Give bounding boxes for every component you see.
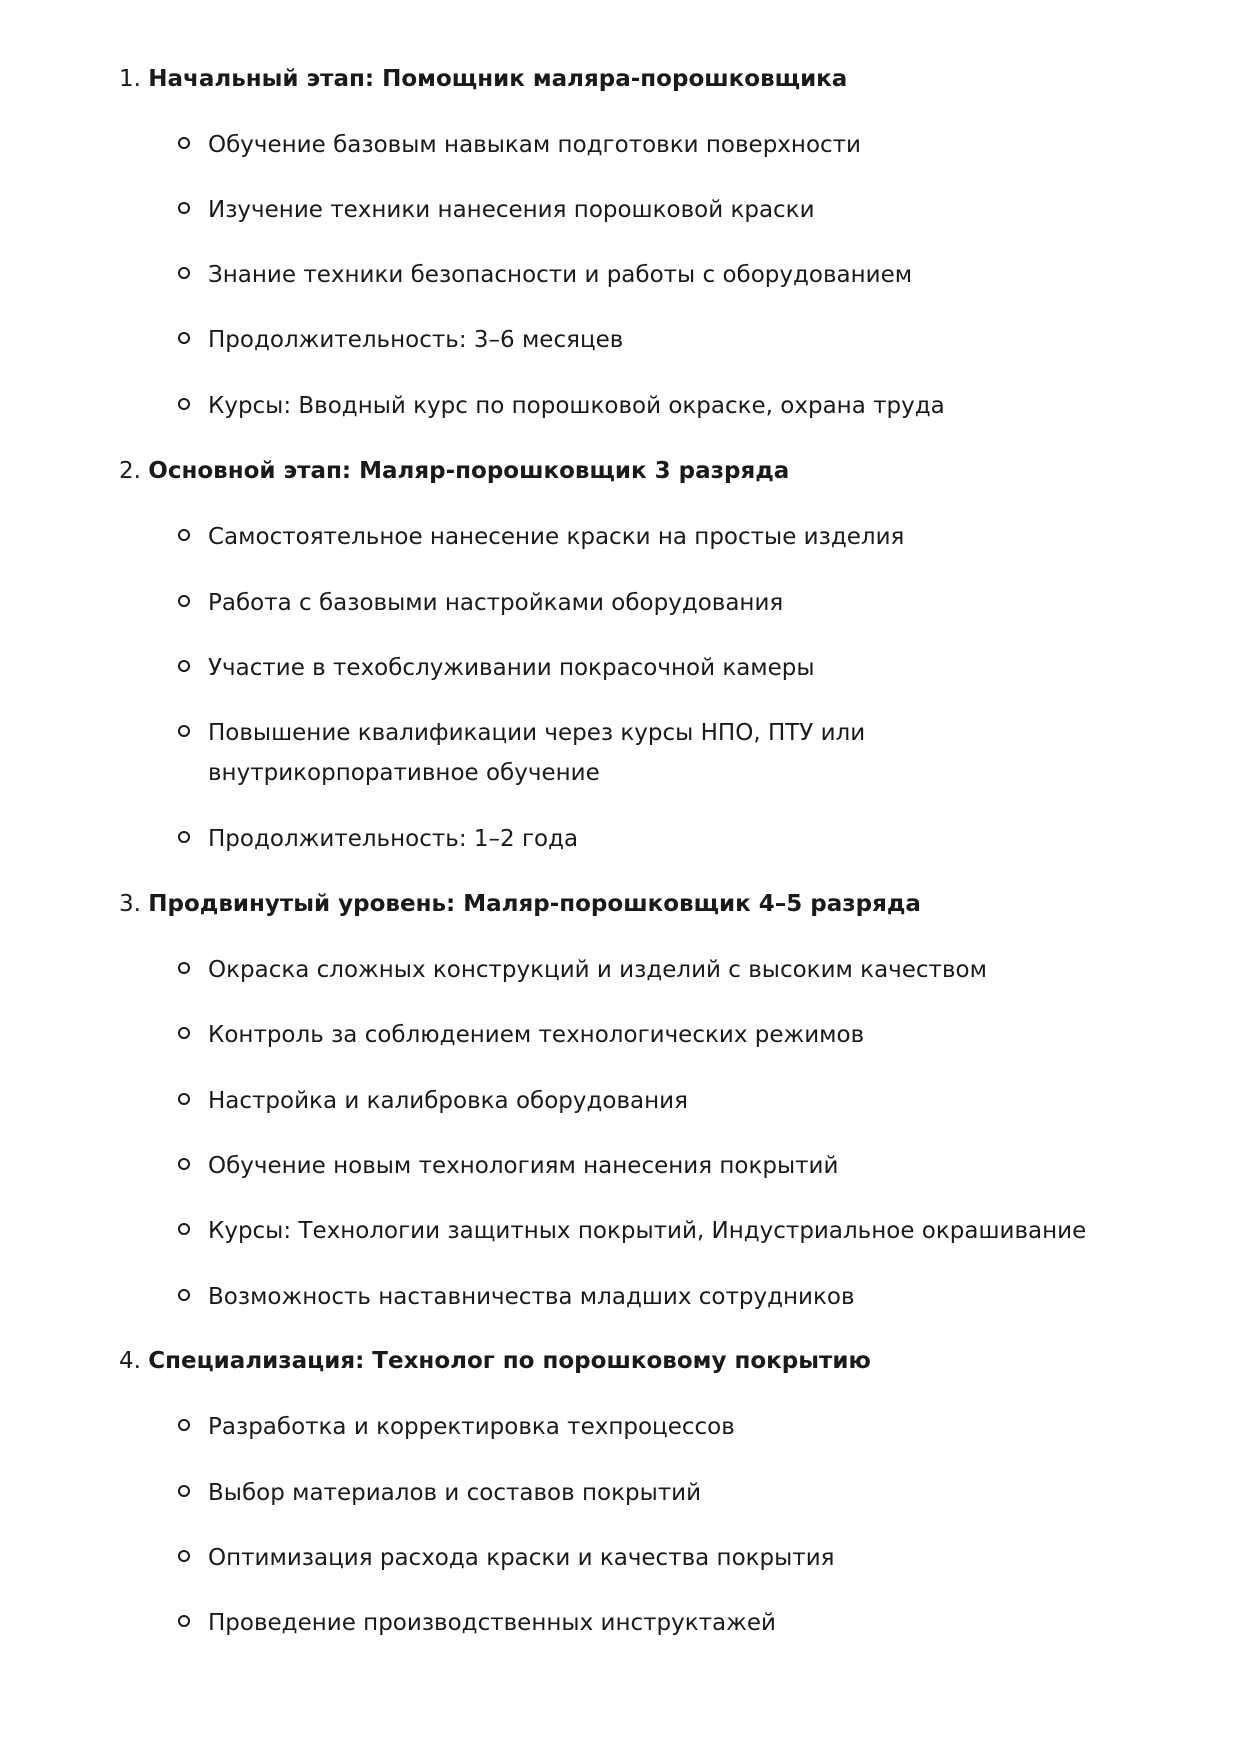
- bullet-circle-icon: [178, 725, 190, 737]
- stage-4-title: Специализация: Технолог по порошковому покрытию: [148, 1348, 871, 1374]
- list-item-text: Выбор материалов и составов покрытий: [208, 1480, 702, 1506]
- list-item-text: Разработка и корректировка техпроцессов: [208, 1414, 735, 1440]
- list-item-text: Продолжительность: 3–6 месяцев: [208, 327, 624, 353]
- stage-3-number: 3.: [119, 891, 141, 917]
- bullet-circle-icon: [178, 202, 190, 214]
- stage-2-title: Основной этап: Маляр-порошковщик 3 разряда: [148, 458, 790, 484]
- bullet-circle-icon: [178, 1289, 190, 1301]
- bullet-circle-icon: [178, 1223, 190, 1235]
- bullet-circle-icon: [178, 1419, 190, 1431]
- list-item-text: Курсы: Технологии защитных покрытий, Индустриальное окрашивание: [208, 1218, 1087, 1244]
- list-item-text: Контроль за соблюдением технологических режимов: [208, 1022, 865, 1048]
- bullet-circle-icon: [178, 398, 190, 410]
- list-item-text: Участие в техобслуживании покрасочной камеры: [208, 655, 815, 681]
- bullet-circle-icon: [178, 1615, 190, 1627]
- bullet-circle-icon: [178, 831, 190, 843]
- list-item-text: Обучение новым технологиям нанесения покрытий: [208, 1153, 839, 1179]
- bullet-circle-icon: [178, 332, 190, 344]
- stage-2-heading: [119, 455, 789, 487]
- stage-4-heading: [119, 1345, 871, 1377]
- stage-3-title: Продвинутый уровень: Маляр-порошковщик 4–5 разряда: [148, 891, 921, 917]
- list-item-text: Повышение квалификации через курсы НПО, ПТУ или внутрикорпоративное обучение: [208, 720, 866, 786]
- bullet-circle-icon: [178, 1093, 190, 1105]
- list-item-text: Возможность наставничества младших сотрудников: [208, 1284, 855, 1310]
- list-item-text: Оптимизация расхода краски и качества покрытия: [208, 1545, 835, 1571]
- bullet-circle-icon: [178, 962, 190, 974]
- list-item-text: Изучение техники нанесения порошковой краски: [208, 197, 815, 223]
- list-item-text: Знание техники безопасности и работы с оборудованием: [208, 262, 913, 288]
- bullet-circle-icon: [178, 137, 190, 149]
- bullet-circle-icon: [178, 1158, 190, 1170]
- stage-1-heading: [119, 63, 847, 95]
- bullet-circle-icon: [178, 267, 190, 279]
- stage-4-number: 4.: [119, 1348, 141, 1374]
- list-item-text: Самостоятельное нанесение краски на простые изделия: [208, 524, 905, 550]
- bullet-circle-icon: [178, 1027, 190, 1039]
- list-item-text: Курсы: Вводный курс по порошковой окраске, охрана труда: [208, 393, 945, 419]
- bullet-circle-icon: [178, 1485, 190, 1497]
- bullet-circle-icon: [178, 595, 190, 607]
- list-item-text: Настройка и калибровка оборудования: [208, 1088, 688, 1114]
- list-item-text: Окраска сложных конструкций и изделий с высоким качеством: [208, 957, 987, 983]
- stage-1-number: 1.: [119, 66, 141, 92]
- bullet-circle-icon: [178, 529, 190, 541]
- list-item-text: Обучение базовым навыкам подготовки поверхности: [208, 132, 862, 158]
- list-item-text: Проведение производственных инструктажей: [208, 1610, 776, 1636]
- list-item-text: Работа с базовыми настройками оборудования: [208, 590, 784, 616]
- bullet-circle-icon: [178, 1550, 190, 1562]
- stage-2-number: 2.: [119, 458, 141, 484]
- stage-3-heading: [119, 888, 921, 920]
- bullet-circle-icon: [178, 660, 190, 672]
- list-item-text: Продолжительность: 1–2 года: [208, 826, 579, 852]
- stage-1-title: Начальный этап: Помощник маляра-порошковщика: [148, 66, 848, 92]
